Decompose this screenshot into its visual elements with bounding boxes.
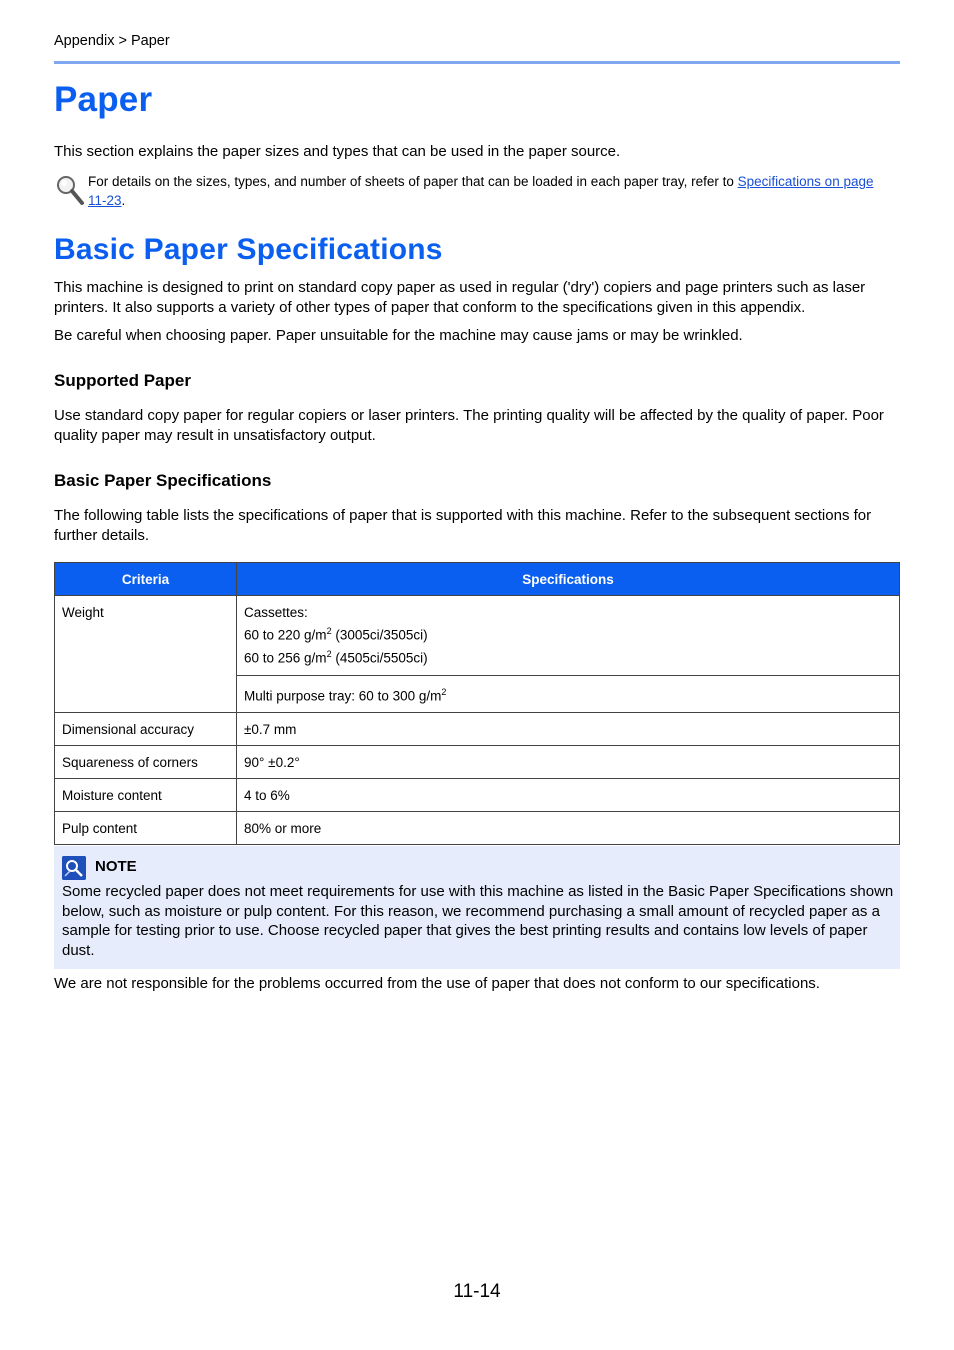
cassettes-label: Cassettes: [244, 605, 308, 620]
breadcrumb[interactable]: Appendix > Paper [54, 33, 170, 49]
specifications-link[interactable]: Specifications on page 11-23 [88, 174, 874, 208]
weight-line-2-model: (4505ci/5505ci) [331, 650, 428, 665]
supported-paper-text: Use standard copy paper for regular copiers or laser printers. The printing quality will be affected by the quality of paper. Poor quality paper may result in unsatisfactory output. [54, 407, 884, 444]
spec-cell: 80% or more [237, 811, 900, 844]
weight-line-2 [244, 645, 892, 668]
specifications-table [54, 562, 900, 845]
reference-text [88, 172, 894, 210]
mp-tray-value: Multi purpose tray: 60 to 300 g/m [244, 688, 442, 704]
table-row [55, 596, 900, 676]
criteria-cell: Weight [55, 596, 237, 713]
magnifier-icon [54, 172, 86, 208]
note-text: Some recycled paper does not meet requirements for use with this machine as listed in the Basic Paper Specifications shown below, such as moisture or pulp content. For this reason, we recommend purchasing a small amount of recycled paper as a sample for testing prior to use. Choose recycled paper that gives the best printing results and contains low levels of paper dust. [62, 883, 894, 959]
spec-cell: ±0.7 mm [237, 712, 900, 745]
spec-cell [237, 676, 900, 713]
reference-suffix: . [121, 193, 126, 208]
table-row [55, 745, 900, 778]
basic-specs-text: The following table lists the specifications of paper that is supported with this machine. Refer to the subsequent sections for further details. [54, 507, 872, 544]
note-box [54, 846, 900, 969]
header-divider [54, 61, 900, 64]
page-title: Paper [54, 80, 153, 119]
weight-line-1 [244, 622, 892, 645]
table-row [55, 778, 900, 811]
note-icon [62, 856, 86, 880]
table-row [55, 712, 900, 745]
reference-lead: For details on the sizes, types, and number of sheets of paper that can be loaded in each paper tray, refer to [88, 174, 738, 189]
section-paragraph-1: This machine is designed to print on standard copy paper as used in regular ('dry') copiers and page printers such as laser printers. It also supports a variety of other types of paper that conform to the specifications given in this appendix. [54, 279, 866, 316]
weight-line-2-value: 60 to 256 g/m [244, 650, 327, 665]
intro-paragraph: This section explains the paper sizes and types that can be used in the paper source. [54, 143, 621, 160]
weight-line-1-sup: 2 [326, 626, 332, 636]
weight-line-1-model: (3005ci/3505ci) [331, 627, 428, 643]
table-row [55, 811, 900, 844]
note-title: NOTE [95, 858, 137, 875]
table-header-row [55, 563, 900, 596]
column-header-specifications: Specifications [237, 563, 900, 596]
spec-cell: 4 to 6% [237, 778, 900, 811]
spec-cell: 90° ±0.2° [237, 745, 900, 778]
supported-paper-heading: Supported Paper [54, 371, 191, 390]
criteria-cell: Dimensional accuracy [55, 712, 237, 745]
weight-line-1-value: 60 to 220 g/m [244, 627, 327, 643]
spec-cell [237, 596, 900, 676]
disclaimer-paragraph: We are not responsible for the problems occurred from the use of paper that does not conform to our specifications. [54, 975, 820, 992]
basic-specs-heading: Basic Paper Specifications [54, 471, 272, 490]
criteria-cell: Squareness of corners [55, 745, 237, 778]
weight-line-2-sup: 2 [326, 648, 332, 659]
page-number: 11-14 [453, 1281, 501, 1302]
criteria-cell: Pulp content [55, 811, 237, 844]
mp-tray-sup: 2 [441, 687, 447, 697]
column-header-criteria: Criteria [55, 563, 237, 596]
section-paragraph-2: Be careful when choosing paper. Paper unsuitable for the machine may cause jams or may be wrinkled. [54, 327, 743, 344]
section-title: Basic Paper Specifications [54, 233, 443, 266]
criteria-cell: Moisture content [55, 778, 237, 811]
